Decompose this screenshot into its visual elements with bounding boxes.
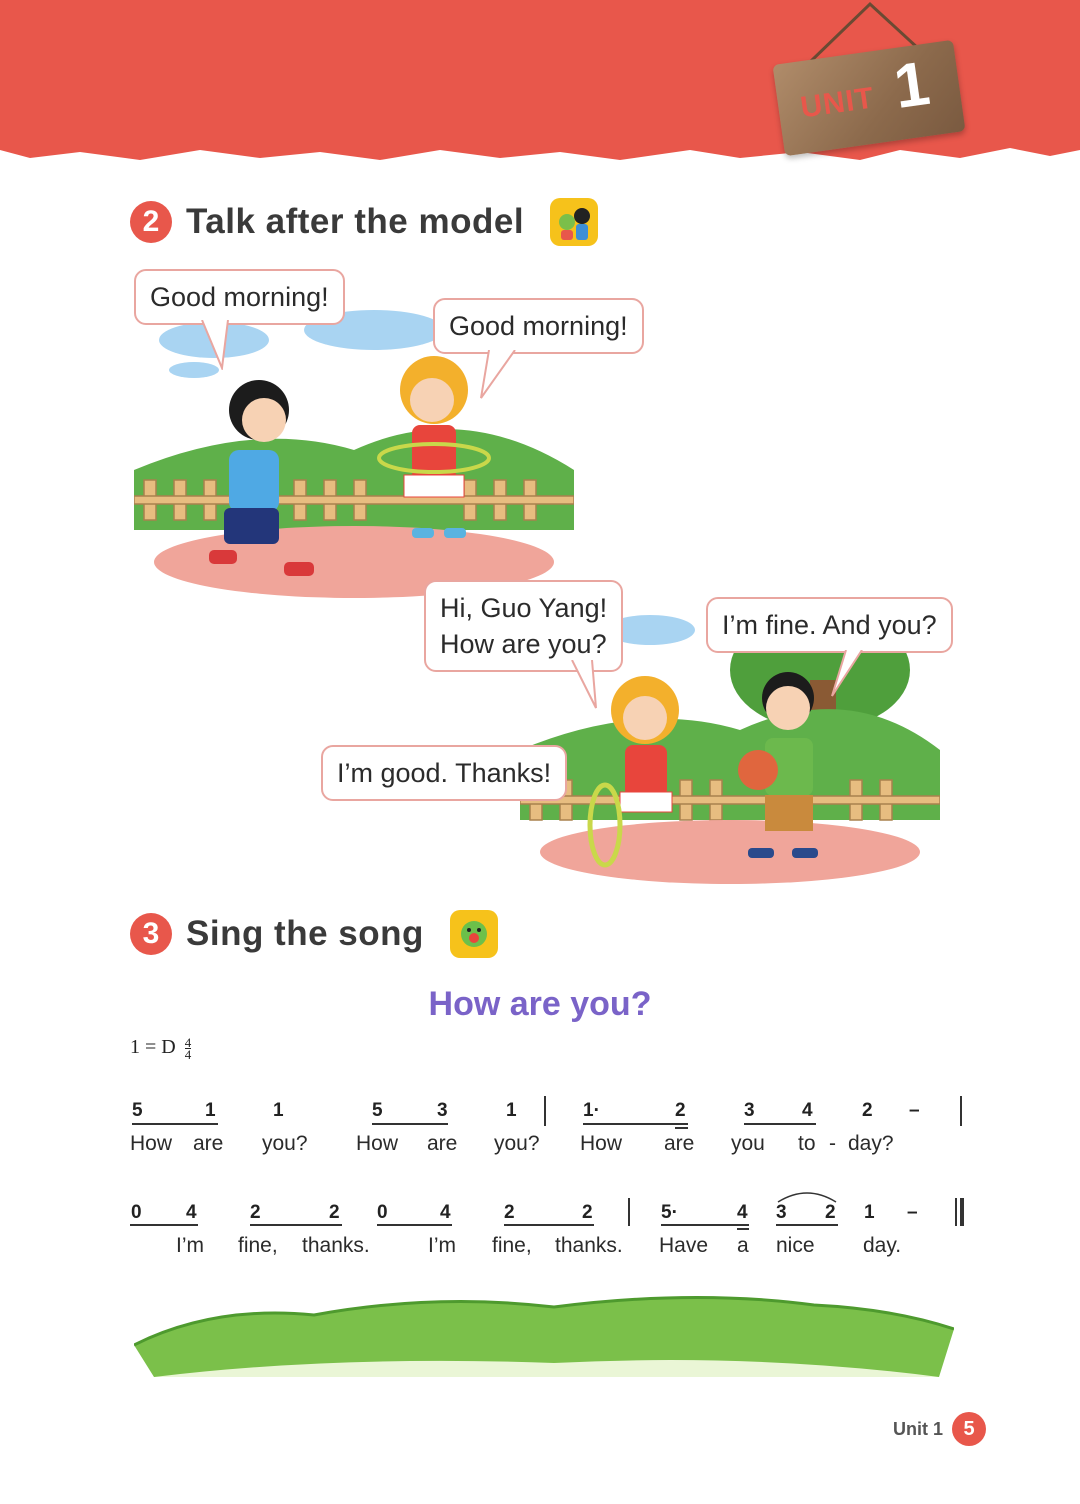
- lyric: fine,: [238, 1234, 278, 1257]
- footer-unit-label: Unit 1: [893, 1419, 944, 1439]
- lyric: How: [356, 1132, 399, 1155]
- speech-bubble-girl-reply: [321, 745, 567, 801]
- beam: [250, 1224, 342, 1226]
- lyric: I’m: [176, 1234, 204, 1257]
- bubble-tail-girl-greeting: [570, 660, 610, 710]
- beam: [504, 1224, 594, 1226]
- lyric: thanks.: [302, 1234, 370, 1257]
- beam: [583, 1123, 688, 1125]
- speech-bubble-boy-reply: [706, 597, 953, 653]
- lyric: How: [580, 1132, 623, 1155]
- lyric: you?: [262, 1132, 308, 1155]
- grass-strip: [134, 1285, 954, 1385]
- note: 5: [372, 1100, 383, 1121]
- lyric: are: [193, 1132, 224, 1155]
- girl-greeting-line-2: How are you?: [440, 629, 607, 659]
- note: 4: [440, 1202, 451, 1223]
- beam: [675, 1127, 688, 1129]
- boy-morning-text: Good morning!: [150, 282, 329, 312]
- lyric: you?: [494, 1132, 540, 1155]
- lyric: thanks.: [555, 1234, 623, 1257]
- lyric: nice: [776, 1234, 815, 1257]
- lyric: day?: [848, 1132, 894, 1155]
- song-title: How are you?: [428, 985, 652, 1023]
- girl-greeting-line-1: Hi, Guo Yang!: [440, 593, 608, 623]
- slur: [776, 1188, 838, 1204]
- note: 2: [582, 1202, 593, 1223]
- section-3-title: Sing the song: [186, 914, 424, 953]
- note: 2: [675, 1100, 686, 1121]
- lyric: day.: [863, 1234, 902, 1257]
- note: 3: [744, 1100, 755, 1121]
- beam: [737, 1228, 749, 1230]
- lyric: Have: [659, 1234, 709, 1257]
- note: 0: [131, 1202, 142, 1223]
- note: 2: [329, 1202, 340, 1223]
- section-2-number: 2: [130, 201, 172, 243]
- note: 0: [377, 1202, 388, 1223]
- bubble-tail-girl: [475, 350, 525, 400]
- note: 5: [132, 1100, 143, 1121]
- note: 5·: [661, 1202, 678, 1223]
- lyric: fine,: [492, 1234, 532, 1257]
- note: 4: [802, 1100, 813, 1121]
- note: 1: [506, 1100, 517, 1121]
- lyric: I’m: [428, 1234, 456, 1257]
- note: 1: [273, 1100, 284, 1121]
- note: 1·: [583, 1100, 600, 1121]
- lyric: How: [130, 1132, 173, 1155]
- bar-line: [628, 1198, 630, 1226]
- bar-line: [960, 1096, 962, 1126]
- note: 2: [825, 1202, 836, 1223]
- beam: [132, 1123, 218, 1125]
- beam: [776, 1224, 838, 1226]
- note: 2: [862, 1100, 873, 1121]
- speech-bubble-girl-greeting: [424, 580, 623, 672]
- note: 4: [737, 1202, 748, 1223]
- beam: [130, 1224, 198, 1226]
- note: 1: [864, 1202, 875, 1223]
- note: –: [907, 1202, 918, 1223]
- beam: [372, 1123, 448, 1125]
- unit-sign-number: 1: [890, 48, 934, 122]
- beam: [377, 1224, 452, 1226]
- lyric: you: [731, 1132, 765, 1155]
- note: 3: [437, 1100, 448, 1121]
- beam: [744, 1123, 816, 1125]
- final-bar-thin: [955, 1198, 957, 1226]
- singing-kid-icon[interactable]: [450, 910, 498, 958]
- bar-line: [544, 1096, 546, 1126]
- time-signature-bottom: 4: [184, 1046, 192, 1062]
- note: 2: [250, 1202, 261, 1223]
- section-2-title: Talk after the model: [186, 202, 525, 241]
- final-bar-thick: [960, 1198, 964, 1226]
- section-3-number: 3: [130, 913, 172, 955]
- lyric: a: [737, 1234, 749, 1257]
- speech-bubble-boy-morning: [134, 269, 345, 325]
- lyric: are: [427, 1132, 458, 1155]
- note: 1: [205, 1100, 216, 1121]
- lyric: to: [798, 1132, 816, 1155]
- time-signature-top: 4: [184, 1034, 192, 1050]
- boy-reply-text: I’m fine. And you?: [722, 610, 937, 640]
- bubble-tail-boy-reply: [830, 650, 870, 700]
- page-number: 5: [952, 1412, 986, 1446]
- unit-sign-word: UNIT: [798, 81, 877, 125]
- note: 3: [776, 1202, 787, 1223]
- speech-bubble-girl-morning: [433, 298, 644, 354]
- note: 4: [186, 1202, 197, 1223]
- note: –: [909, 1100, 920, 1121]
- girl-morning-text: Good morning!: [449, 311, 628, 341]
- time-signature: [184, 1034, 192, 1062]
- bubble-tail-boy: [198, 320, 238, 370]
- beam: [661, 1224, 749, 1226]
- girl-reply-text: I’m good. Thanks!: [337, 758, 552, 788]
- lyric: are: [664, 1132, 695, 1155]
- section-2-heading: [130, 198, 598, 246]
- song-key-text: 1 = D: [130, 1036, 176, 1058]
- note: 2: [504, 1202, 515, 1223]
- section-3-heading: [130, 910, 498, 958]
- talk-children-icon[interactable]: [550, 198, 598, 246]
- song-key: [130, 1036, 191, 1060]
- lyric: -: [829, 1132, 836, 1155]
